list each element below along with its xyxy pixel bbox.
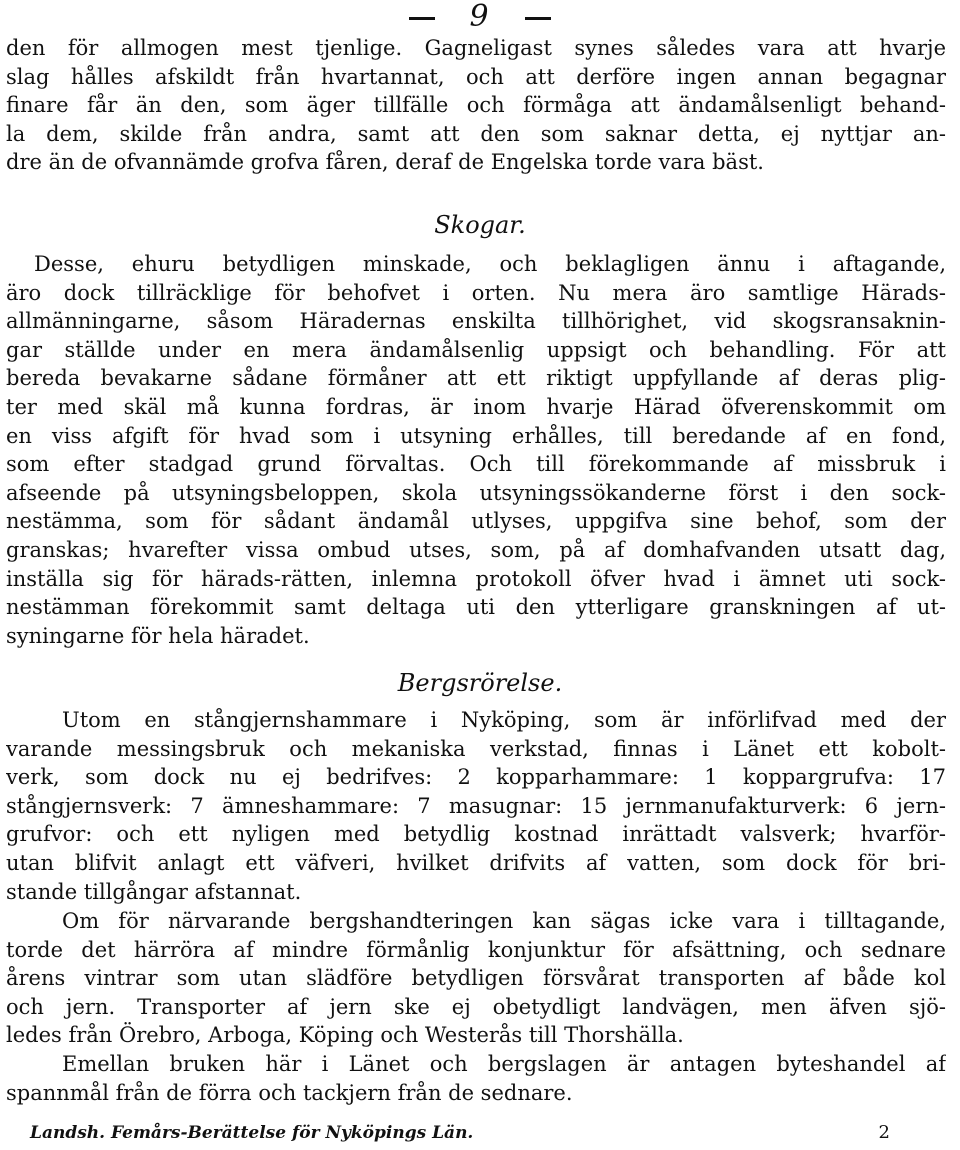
text-line: den för allmogen mest tjenlige. Gagneligast synes således vara att hvarje: [6, 36, 946, 60]
page-number-text: 9: [469, 0, 491, 34]
text-line: stande tillgångar afstannat.: [6, 879, 302, 904]
text-line: slag hålles afskildt från hvartannat, och att derföre ingen annan begagnar: [6, 64, 946, 89]
text-line: verk, som dock nu ej bedrifves: 2 kopparhammare: 1 koppargrufva: 17: [6, 765, 946, 790]
text-line: syningarne för hela häradet.: [6, 623, 310, 648]
text-line: allmänningarne, såsom Häradernas enskilta tillhörighet, vid skogsransaknin-: [6, 309, 946, 334]
text-line: ledes från Örebro, Arboga, Köping och Westerås till Thorshälla.: [6, 1023, 684, 1048]
text-line: Utom en stångjernshammare i Nyköping, som är införlifvad med der: [62, 708, 946, 732]
heading-bergsrorelse: Bergsrörelse.: [397, 669, 563, 697]
signature-mark: 2: [878, 1122, 890, 1143]
heading-skogar: Skogar.: [434, 211, 526, 239]
paragraph-skogar: [6, 250, 946, 650]
text-line: dre än de ofvannämde grofva fåren, deraf de Engelska torde vara bäst.: [6, 150, 764, 175]
text-line: utan blifvit anlagt ett väfveri, hvilket drifvits af vatten, som dock för bri-: [6, 850, 946, 875]
dash-left: [409, 17, 435, 20]
text-line: bereda bevakarne sådane förmåner att ett riktigt uppfyllande af deras plig-: [6, 366, 946, 391]
page-footer: [30, 1118, 920, 1148]
text-line: granskas; hvarefter vissa ombud utses, som, på af domhafvanden utsatt dag,: [6, 537, 946, 562]
paragraph-bergsrorelse-1: [6, 706, 946, 906]
text-line: afseende på utsyningsbeloppen, skola utsyningssökanderne först i den sock-: [6, 480, 946, 505]
text-line: grufvor: och ett nyligen med betydlig kostnad inrättadt valsverk; hvarför-: [6, 822, 946, 847]
text-line: Emellan bruken här i Länet och bergslagen är antagen byteshandel af: [62, 1052, 946, 1076]
text-line: finare får än den, som äger tillfälle och förmåga att ändamålsenligt behand-: [6, 93, 946, 118]
text-line: äro dock tillräcklige för behofvet i orten. Nu mera äro samtlige Härads-: [6, 280, 946, 305]
text-line: nestämman förekommit samt deltaga uti den ytterligare granskningen af ut-: [6, 595, 946, 620]
text-line: gar ställde under en mera ändamålsenlig uppsigt och behandling. För att: [6, 337, 946, 362]
text-line: som efter stadgad grund förvaltas. Och till förekommande af missbruk i: [6, 452, 946, 477]
text-line: inställa sig för härads-rätten, inlemna protokoll öfver hvad i ämnet uti sock-: [6, 566, 946, 591]
text-line: nestämma, som för sådant ändamål utlyses, uppgifva sine behof, som der: [6, 509, 946, 534]
text-line: Om för närvarande bergshandteringen kan sägas icke vara i tilltagande,: [62, 909, 946, 933]
text-line: ter med skäl må kunna fordras, är inom hvarje Härad öfverenskommit om: [6, 394, 946, 419]
paragraph-bergsrorelse-3: [6, 1050, 946, 1107]
text-line: en viss afgift för hvad som i utsyning erhålles, till beredande af en fond,: [6, 423, 946, 448]
footer-text: Landsh. Femårs-Berättelse för Nyköpings Län.: [30, 1123, 474, 1143]
text-line: årens vintrar som utan slädföre betydligen försvårat transporten af både kol: [6, 966, 946, 991]
paragraph-sheep: [6, 34, 946, 177]
text-line: la dem, skilde från andra, samt att den som saknar detta, ej nyttjar an-: [6, 121, 946, 146]
text-line: varande messingsbruk och mekaniska verkstad, finnas i Länet ett kobolt-: [6, 736, 946, 761]
text-line: Desse, ehuru betydligen minskade, och beklagligen ännu i aftagande,: [34, 252, 946, 276]
text-line: spannmål från de förra och tackjern från de sednare.: [6, 1080, 573, 1105]
text-line: och jern. Transporter af jern ske ej obetydligt landvägen, men äfven sjö-: [6, 994, 946, 1019]
text-line: torde det härröra af mindre förmånlig konjunktur för afsättning, och sednare: [6, 937, 946, 962]
page-number: [0, 0, 960, 34]
paragraph-bergsrorelse-2: [6, 907, 946, 1050]
text-line: stångjernsverk: 7 ämneshammare: 7 masugnar: 15 jernmanufakturverk: 6 jern-: [6, 793, 946, 818]
dash-right: [525, 17, 551, 20]
